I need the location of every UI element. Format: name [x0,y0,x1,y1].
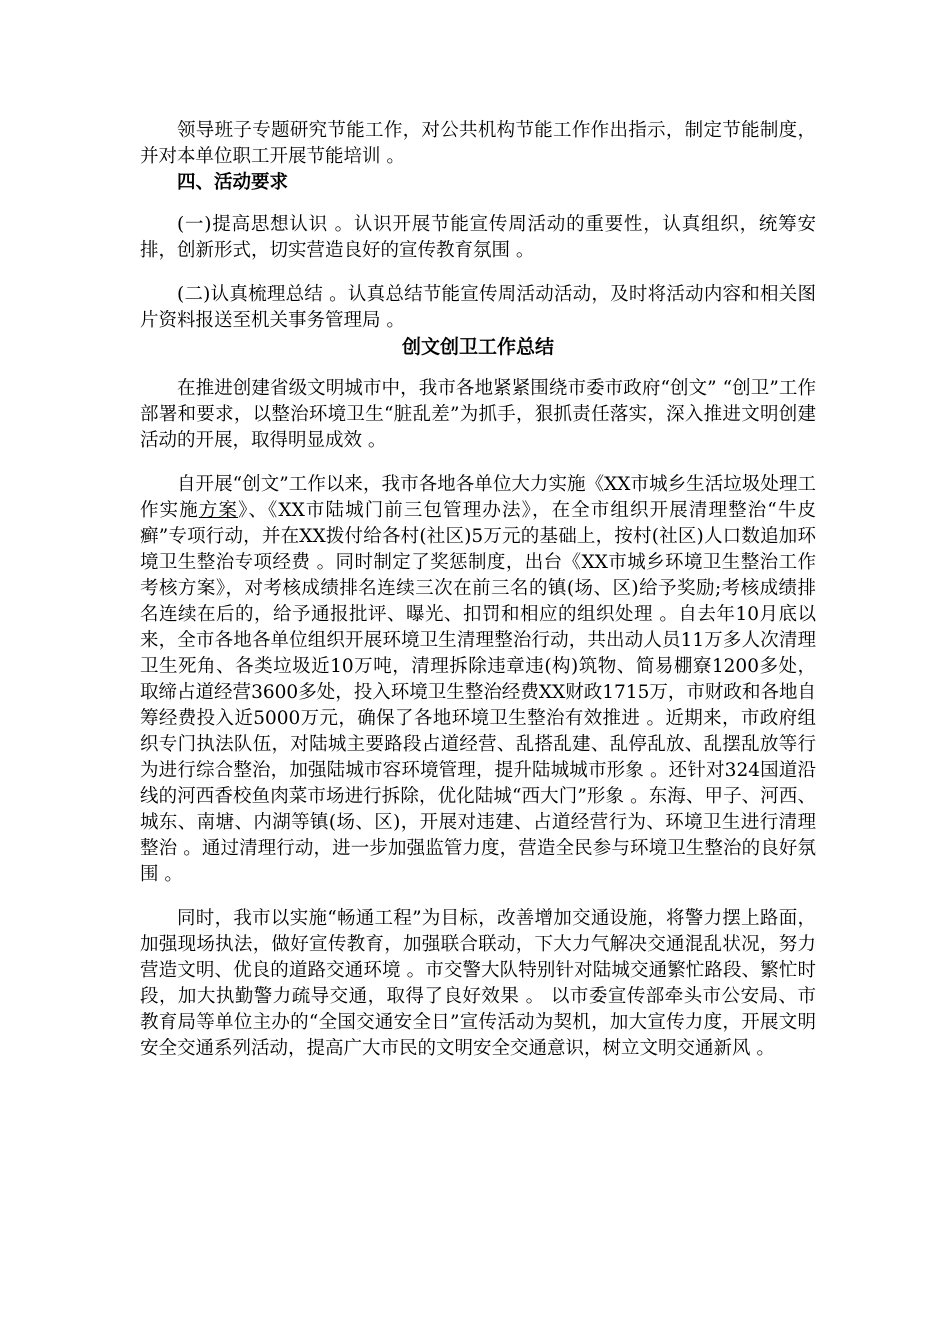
paragraph-traffic-work: 同时，我市以实施“畅通工程”为目标，改善增加交通设施，将警力摆上路面，加强现场执法，做好宣传教育，加强联合联动，下大力气解决交通混乱状况，努力营造文明、优良的道路交通环境 。市交警大队特别针对陆城交通繁忙路段、繁忙时段，加大执勤警力疏导交通，取得了良好效果 。 以市委宣传部牵头市公安局、市教育局等单位主办的“全国交通安全日”宣传活动为契机，加大宣传力度，开展文明安全交通系列活动，提高广大市民的文明安全交通意识，树立文明交通新风 。 [140,908,816,1059]
document-title: 创文创卫工作总结 [401,336,554,358]
paragraph-environment-text-b: 》、《XX市陆城门前三包管理办法》，在全市组织开展清理整治“牛皮癣”专项行动，并在XX拨付给各村(社区)5万元的基础上，按村(社区)人口数追加环境卫生整治专项经费 。同时制定了奖惩制度，出台《XX市城乡环境卫生整治工作考核方案》，对考核成绩排名连续三次在前三名的镇(场、区)给予奖励;考核成绩排名连续在后的，给予通报批评、曝光、扣罚和相应的组织处理 。自去年10月底以来，全市各地各单位组织开展环境卫生清理整治行动，共出动人员11万多人次清理卫生死角、各类垃圾近10万吨，清理拆除违章违(构)筑物、简易棚寮1200多处，取缔占道经营3600多处，投入环境卫生整治经费XX财政1715万，市财政和各地自筹经费投入近5000万元，确保了各地环境卫生整治有效推进 。近期来，市政府组织专门执法队伍，对陆城主要路段占道经营、乱搭乱建、乱停乱放、乱摆乱放等行为进行综合整治，加强陆城市容环境管理，提升陆城城市形象 。还针对324国道沿线的河西香校鱼肉菜市场进行拆除，优化陆城“西大门”形象 。东海、甲子、河西、城东、南塘、内湖等镇(场、区)，开展对违建、占道经营行为、环境卫生进行清理整治 。通过清理行动，进一步加强监管力度，营造全民参与环境卫生整治的良好氛围 。 [140,500,816,885]
paragraph-intro: 在推进创建省级文明城市中，我市各地紧紧围绕市委市政府“创文” “创卫”工作部署和要求，以整治环境卫生“脏乱差”为抓手，狠抓责任落实，深入推进文明创建活动的开展，取得明显成效 。 [140,378,816,451]
paragraph-energy-training: 领导班子专题研究节能工作，对公共机构节能工作作出指示，制定节能制度，并对本单位职工开展节能培训 。 [140,120,816,167]
paragraph-summarize: (二)认真梳理总结 。认真总结节能宣传周活动活动，及时将活动内容和相关图片资料报送至机关事务管理局 。 [140,284,816,331]
plan-link[interactable]: 方案 [198,500,239,521]
document-page [140,118,816,1062]
section-heading-activity-requirements: 四、活动要求 [177,172,289,193]
paragraph-raise-awareness: (一)提高思想认识 。认识开展节能宣传周活动的重要性，认真组织，统筹安排，创新形式，切实营造良好的宣传教育氛围 。 [140,214,816,261]
paragraph-environment-text-a: 自开展“创文”工作以来，我市各地各单位大力实施《XX市城乡生活垃圾处理工作实施 [140,474,816,521]
paragraph-environment-work [140,472,816,888]
